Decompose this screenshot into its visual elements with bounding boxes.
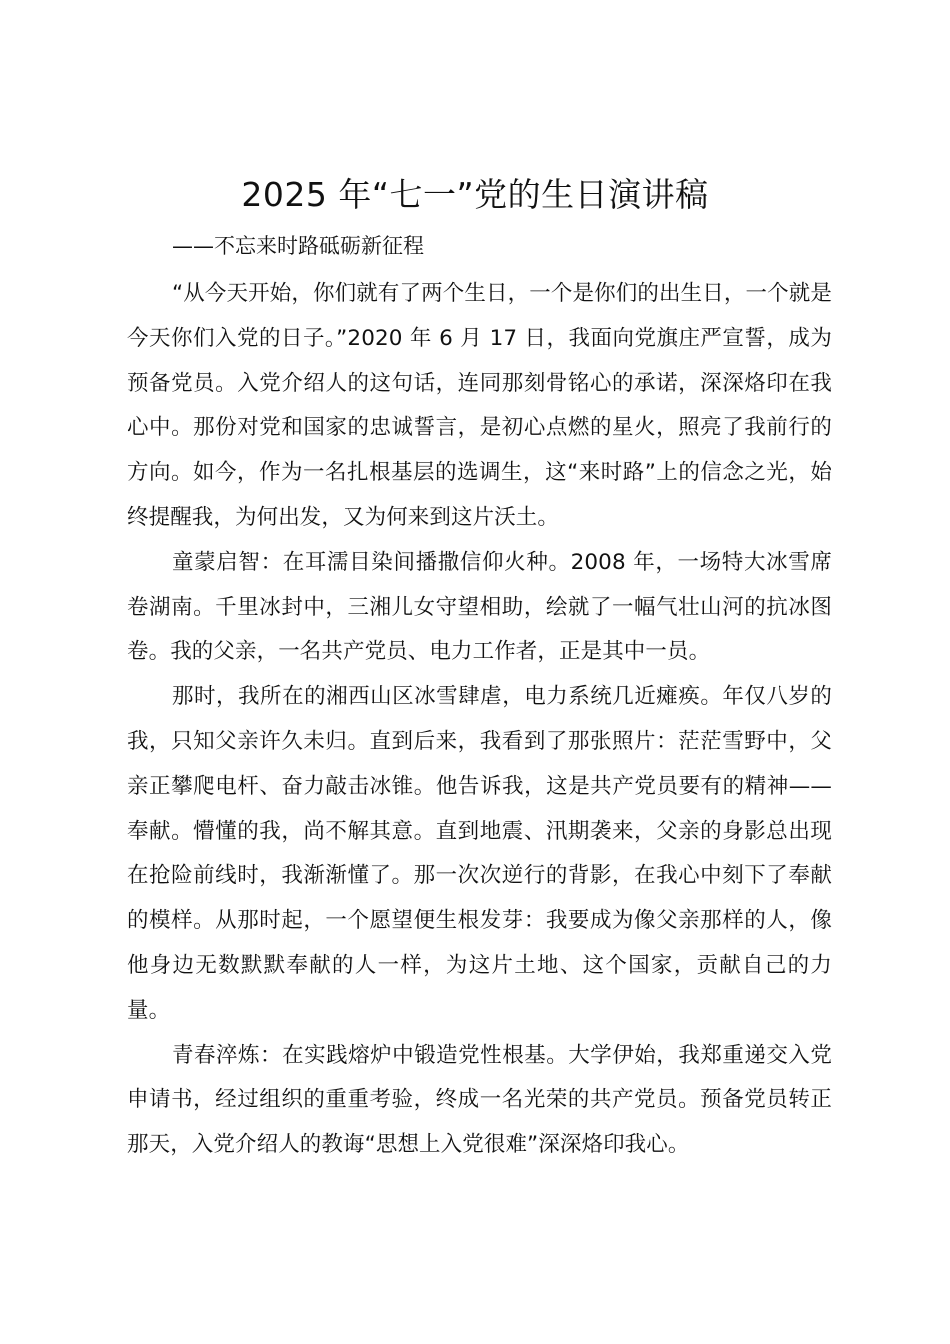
document-body xyxy=(127,272,832,1168)
paragraph-oath: “从今天开始，你们就有了两个生日，一个是你们的出生日，一个就是今天你们入党的日子。”2020 年 6 月 17 日，我面向党旗庄严宣誓，成为预备党员。入党介绍人的这句话，连同那刻骨铭心的承诺，深深烙印在我心中。那份对党和国家的忠诚誓言，是初心点燃的星火，照亮了我前行的方向。如今，作为一名扎根基层的选调生，这“来时路”上的信念之光，始终提醒我，为何出发，又为何来到这片沃土。 xyxy=(127,281,832,530)
paragraph-father: 那时，我所在的湘西山区冰雪肆虐，电力系统几近瘫痪。年仅八岁的我，只知父亲许久未归。直到后来，我看到了那张照片：茫茫雪野中，父亲正攀爬电杆、奋力敲击冰锥。他告诉我，这是共产党员要有的精神——奉献。懵懂的我，尚不解其意。直到地震、汛期袭来，父亲的身影总出现在抢险前线时，我渐渐懂了。那一次次逆行的背影，在我心中刻下了奉献的模样。从那时起，一个愿望便生根发芽：我要成为像父亲那样的人，像他身边无数默默奉献的人一样，为这片土地、这个国家，贡献自己的力量。 xyxy=(127,684,832,1023)
paragraph-childhood: 童蒙启智：在耳濡目染间播撒信仰火种。2008 年，一场特大冰雪席卷湖南。千里冰封中，三湘儿女守望相助，绘就了一幅气壮山河的抗冰图卷。我的父亲，一名共产党员、电力工作者，正是其中一员。 xyxy=(127,549,832,665)
paragraph-youth: 青春淬炼：在实践熔炉中锻造党性根基。大学伊始，我郑重递交入党申请书，经过组织的重重考验，终成一名光荣的共产党员。预备党员转正那天，入党介绍人的教诲“思想上入党很难”深深烙印我心。 xyxy=(127,1042,832,1158)
document-title: 2025 年“七一”党的生日演讲稿 xyxy=(241,175,709,214)
document-subtitle: ——不忘来时路砥砺新征程 xyxy=(172,234,424,258)
